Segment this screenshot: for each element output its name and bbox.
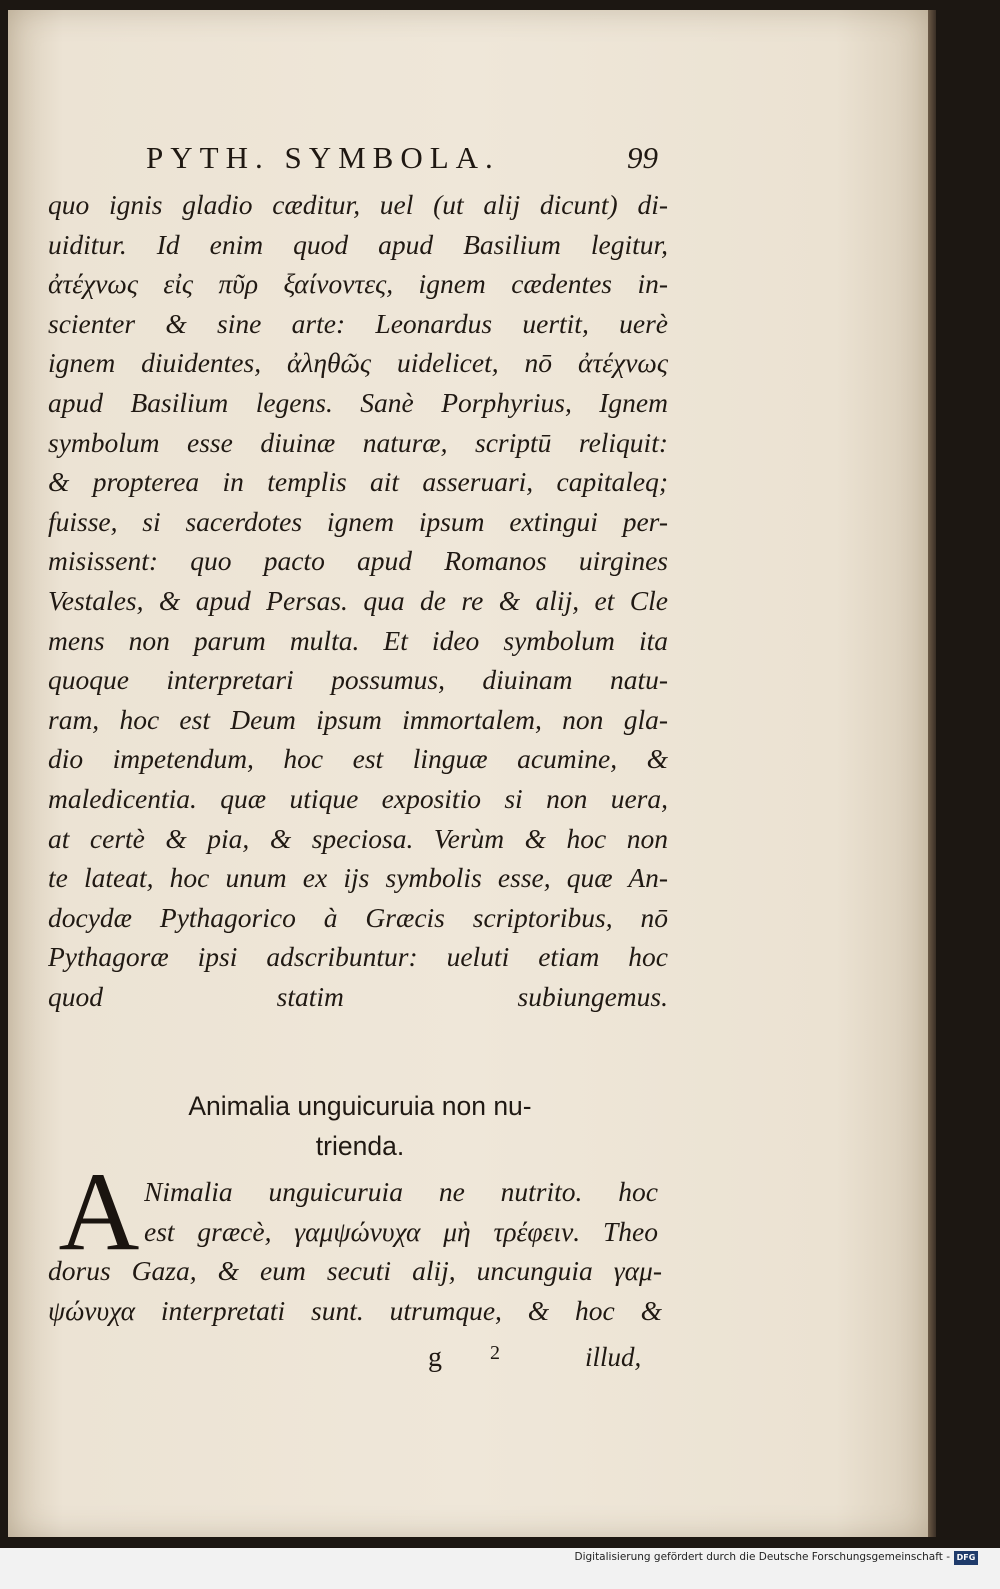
text-line: symbolum esse diuinæ naturæ, scriptū reliquit: [48, 426, 668, 458]
heading-line-2: trienda. [315, 1131, 405, 1161]
section-heading [50, 1086, 670, 1166]
text-line: uiditur. Id enim quod apud Basilium legitur, [48, 228, 668, 260]
text-line: maledicentia. quæ utique expositio si non uera, [48, 782, 668, 814]
heading-line-1: Animalia unguicuruia non nu- [188, 1091, 532, 1121]
text-line: scienter & sine arte: Leonardus uertit, uerè [48, 307, 668, 339]
text-line: te lateat, hoc unum ex ijs symbolis esse, quæ An- [48, 862, 668, 894]
text-line: Vestales, & apud Persas. qua de re & alij, et Cle [48, 584, 668, 616]
running-head: PYTH. SYMBOLA. [146, 140, 500, 175]
text-line: dio impetendum, hoc est linguæ acumine, & [48, 743, 668, 775]
text-line: quoque interpretari possumus, diuinam natu- [48, 664, 668, 696]
paragraph-indented [144, 1172, 658, 1251]
text-line: ignem diuidentes, ἀληθῶς uidelicet, nō ἀτέχνως [48, 347, 668, 379]
text-line: mens non parum multa. Et ideo symbolum ita [48, 624, 668, 656]
drop-initial: A [58, 1150, 140, 1274]
text-line: quod statim subiungemus. [48, 980, 668, 1012]
text-line: dorus Gaza, & eum secuti alij, uncunguia γαμ- [48, 1255, 662, 1286]
text-line: quo ignis gladio cæditur, uel (ut alij dicunt) di- [48, 189, 668, 220]
text-line: Nimalia unguicuruia ne nutrito. hoc [144, 1176, 658, 1207]
signature-number: 2 [490, 1342, 500, 1364]
text-line: ἀτέχνως εἰς πῦρ ξαίνοντες, ignem cædentes in- [48, 268, 668, 300]
signature-mark: g [428, 1342, 442, 1373]
text-line: & propterea in templis ait asseruari, capitaleq; [48, 466, 668, 498]
text-line: est græcè, γαμψώνυχα μὴ τρέφειν. Theo [144, 1215, 658, 1247]
text-line: Pythagoræ ipsi adscribuntur: ueluti etiam hoc [48, 941, 668, 973]
text-line: apud Basilium legens. Sanè Porphyrius, Ignem [48, 386, 668, 418]
body-text [48, 185, 688, 1016]
text-line: ram, hoc est Deum ipsum immortalem, non gla- [48, 703, 668, 735]
text-line: docydæ Pythagorico à Græcis scriptoribus, nō [48, 901, 668, 933]
paragraph-continued [48, 1251, 662, 1330]
text-line: at certè & pia, & speciosa. Verùm & hoc non [48, 822, 668, 854]
page-edge [928, 10, 936, 1537]
text-line: misissent: quo pacto apud Romanos uirgines [48, 545, 668, 577]
page-number: 99 [627, 140, 658, 175]
text-line: ψώνυχα interpretati sunt. utrumque, & hoc & [48, 1294, 662, 1326]
footer-credit: Digitalisierung gefördert durch die Deutsche Forschungsgemeinschaft - [574, 1551, 950, 1563]
text-line: fuisse, si sacerdotes ignem ipsum extingui per- [48, 505, 668, 537]
catchword: illud, [585, 1342, 642, 1372]
dfg-logo: DFG [954, 1551, 978, 1565]
